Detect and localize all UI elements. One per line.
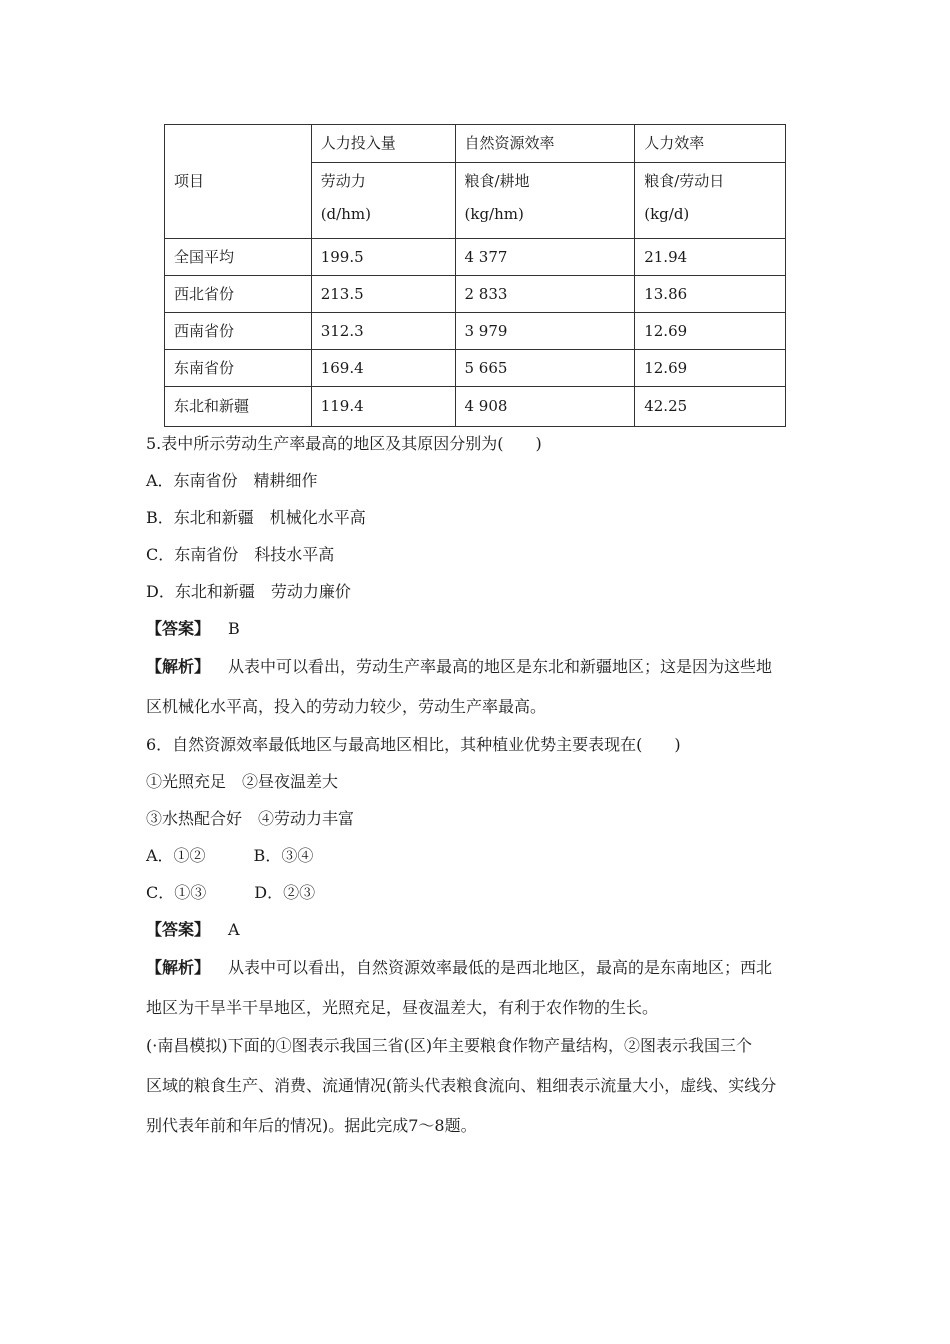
cell-human: 12.69 (635, 350, 786, 387)
q5-option-a: A．东南省份 精耕细作 (146, 471, 318, 490)
q5-analysis-line1 (146, 657, 772, 677)
q5-answer-value: B (228, 619, 240, 638)
cell-resource: 4 377 (455, 239, 635, 276)
table-row (165, 350, 786, 387)
header-human-sub: 粮食/劳动日 (644, 172, 725, 190)
q6-items-line1: ①光照充足 ②昼夜温差大 (146, 772, 339, 791)
q5-answer (146, 619, 240, 639)
header-labor-sub: 劳动力 (320, 172, 366, 190)
q5-option-c: C．东南省份 科技水平高 (146, 545, 335, 564)
header-resource-title: 自然资源效率 (456, 125, 635, 163)
cell-region: 西南省份 (165, 313, 312, 350)
header-resource-unit: (kg/hm) (464, 205, 524, 223)
table-row (165, 387, 786, 427)
intro-line1: (·南昌模拟)下面的①图表示我国三省(区)年主要粮食作物产量结构，②图表示我国三个 (146, 1036, 753, 1055)
header-labor-unit: (d/hm) (320, 205, 371, 223)
header-resource-sub: 粮食/耕地 (464, 172, 530, 190)
q5-option-d: D．东北和新疆 劳动力廉价 (146, 582, 351, 601)
cell-region: 西北省份 (165, 276, 312, 313)
header-resource-efficiency (455, 125, 635, 239)
header-human-efficiency (635, 125, 786, 239)
table-row (165, 276, 786, 313)
cell-region: 全国平均 (165, 239, 312, 276)
cell-region: 东北和新疆 (165, 387, 312, 427)
cell-human: 21.94 (635, 239, 786, 276)
cell-resource: 2 833 (455, 276, 635, 313)
cell-labor: 169.4 (311, 350, 455, 387)
cell-region: 东南省份 (165, 350, 312, 387)
intro-line2: 区域的粮食生产、消费、流通情况(箭头代表粮食流向、粗细表示流量大小，虚线、实线分 (146, 1076, 777, 1095)
header-labor-title: 人力投入量 (312, 125, 455, 163)
table-row (165, 239, 786, 276)
q5-analysis-text1: 从表中可以看出，劳动生产率最高的地区是东北和新疆地区；这是因为这些地 (228, 657, 773, 676)
cell-labor: 213.5 (311, 276, 455, 313)
q6-analysis-label: 【解析】 (146, 958, 211, 977)
q6-answer (146, 920, 240, 940)
header-project-label: 项目 (174, 172, 205, 190)
q6-answer-value: A (228, 920, 240, 939)
header-human-unit: (kg/d) (644, 205, 690, 223)
cell-resource: 3 979 (455, 313, 635, 350)
q5-answer-label: 【答案】 (146, 619, 211, 638)
q5-option-b: B．东北和新疆 机械化水平高 (146, 508, 366, 527)
q6-stem: 6．自然资源效率最低地区与最高地区相比，其种植业优势主要表现在( ) (146, 735, 681, 754)
cell-labor: 199.5 (311, 239, 455, 276)
q6-items-line2: ③水热配合好 ④劳动力丰富 (146, 809, 355, 828)
table-row (165, 313, 786, 350)
cell-human: 12.69 (635, 313, 786, 350)
cell-resource: 5 665 (455, 350, 635, 387)
intro-line3: 别代表年前和年后的情况)。据此完成7～8题。 (146, 1116, 477, 1135)
header-project (165, 125, 312, 239)
cell-human: 42.25 (635, 387, 786, 427)
cell-labor: 119.4 (311, 387, 455, 427)
q5-stem: 5.表中所示劳动生产率最高的地区及其原因分别为( ) (146, 434, 542, 453)
cell-resource: 4 908 (455, 387, 635, 427)
q6-answer-label: 【答案】 (146, 920, 211, 939)
q5-analysis-label: 【解析】 (146, 657, 211, 676)
table-header-row (165, 125, 786, 239)
q5-analysis-line2: 区机械化水平高，投入的劳动力较少，劳动生产率最高。 (146, 697, 547, 716)
cell-human: 13.86 (635, 276, 786, 313)
header-human-title: 人力效率 (635, 125, 785, 163)
q6-options-line2: C．①③ D．②③ (146, 883, 316, 902)
header-labor-input (311, 125, 455, 239)
q6-analysis-text1: 从表中可以看出，自然资源效率最低的是西北地区，最高的是东南地区；西北 (228, 958, 773, 977)
q6-analysis-line1 (146, 958, 772, 978)
grain-efficiency-table (164, 124, 786, 427)
q6-options-line1: A．①② B．③④ (146, 846, 314, 865)
q6-analysis-line2: 地区为干旱半干旱地区，光照充足，昼夜温差大，有利于农作物的生长。 (146, 998, 659, 1017)
cell-labor: 312.3 (311, 313, 455, 350)
